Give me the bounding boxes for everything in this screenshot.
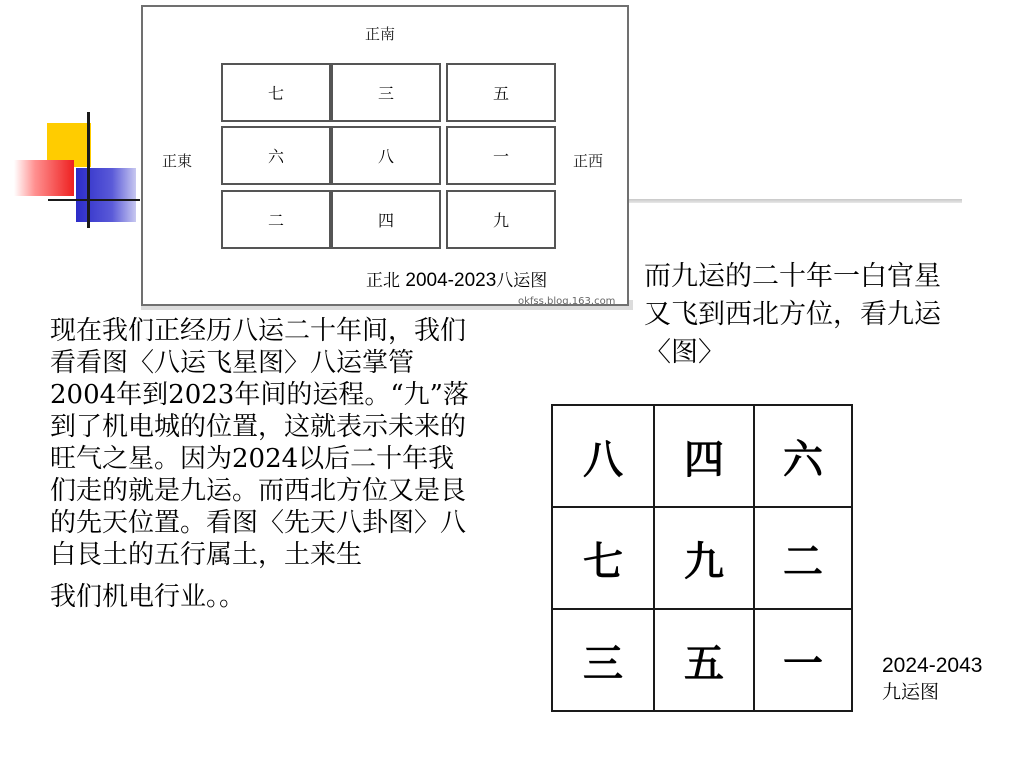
decorative-horizontal-line	[48, 199, 140, 201]
caption-years: 2024-2043	[882, 654, 983, 677]
grid-cell: 六	[221, 126, 331, 185]
nine-yun-caption	[882, 652, 982, 706]
grid-cell: 九	[653, 506, 755, 610]
grid-cell: 三	[551, 608, 655, 712]
nine-yun-chart-image	[551, 404, 855, 712]
grid-cell: 九	[446, 190, 556, 249]
direction-west-label: 正西	[573, 152, 604, 170]
grid-cell: 八	[551, 404, 655, 508]
caption-text: 八运图	[496, 271, 548, 291]
direction-south-label: 正南	[365, 25, 396, 43]
decorative-blue-square	[76, 168, 136, 222]
caption-years: 2004-2023	[405, 270, 497, 291]
grid-cell: 二	[753, 506, 853, 610]
left-paragraph-last-line: 我们机电行业。。	[50, 582, 246, 612]
eight-yun-caption	[366, 266, 547, 292]
grid-cell: 一	[446, 126, 556, 185]
grid-cell: 六	[753, 404, 853, 508]
direction-north-label: 正北	[366, 271, 400, 291]
decorative-red-square	[14, 160, 74, 196]
grid-cell: 二	[221, 190, 331, 249]
grid-cell: 七	[551, 506, 655, 610]
grid-cell: 四	[331, 190, 441, 249]
grid-cell: 八	[331, 126, 441, 185]
decorative-vertical-line	[87, 112, 90, 228]
eight-yun-chart-image	[141, 5, 629, 306]
direction-east-label: 正東	[162, 152, 193, 170]
grid-cell: 七	[221, 63, 331, 122]
right-paragraph: 而九运的二十年一白官星又飞到西北方位，看九运〈图〉	[644, 261, 941, 368]
caption-text: 九运图	[882, 681, 940, 703]
grid-cell: 五	[446, 63, 556, 122]
grid-cell: 一	[753, 608, 853, 712]
left-paragraph	[50, 315, 480, 613]
grid-cell: 三	[331, 63, 441, 122]
grid-cell: 五	[653, 608, 755, 712]
grid-cell: 四	[653, 404, 755, 508]
watermark-text: okfss.blog.163.com	[518, 296, 616, 307]
left-paragraph-body: 现在我们正经历八运二十年间，我们看看图〈八运飞星图〉八运掌管2004年到2023年间的运程。“九”落到了机电城的位置，这就表示未来的旺气之星。因为2024以后二十年我们走的就是九运。而西北方位又是艮的先天位置。看图〈先天八卦图〉八白艮土的五行属土，土来生	[50, 316, 469, 570]
title-divider-rule	[622, 199, 962, 203]
